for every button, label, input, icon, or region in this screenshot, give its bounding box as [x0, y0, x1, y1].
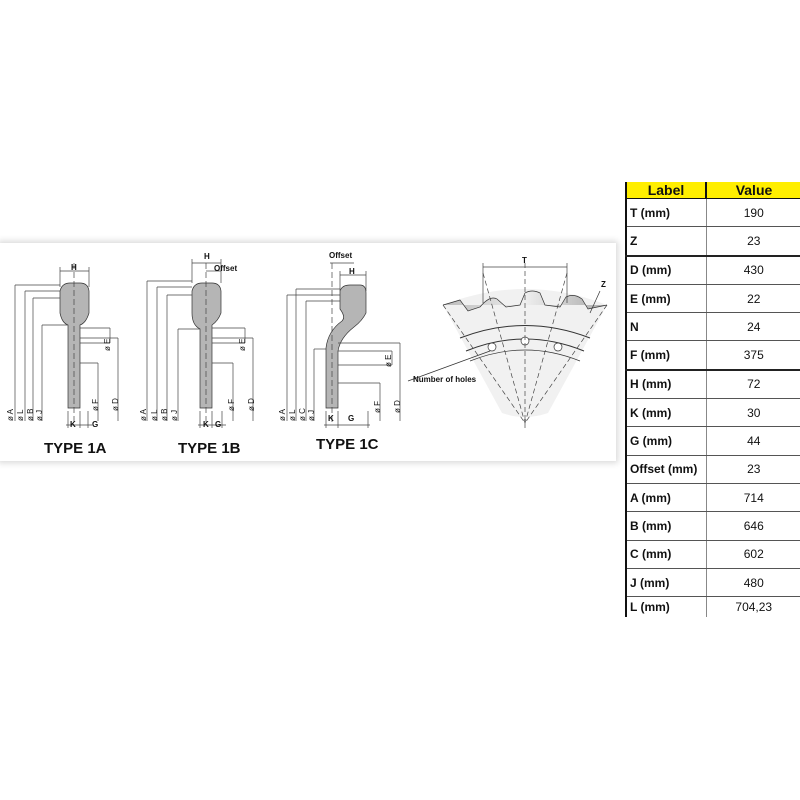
row-label: B (mm) — [626, 512, 706, 540]
row-value: 30 — [706, 399, 800, 427]
type-1b-title: TYPE 1B — [178, 440, 241, 457]
row-label: E (mm) — [626, 284, 706, 312]
dim-d-label: ø D — [393, 400, 402, 413]
row-value: 44 — [706, 427, 800, 455]
row-value: 23 — [706, 455, 800, 483]
dim-e-label: ø E — [103, 338, 112, 351]
dim-l-label: ø L — [150, 409, 159, 421]
row-label: J (mm) — [626, 568, 706, 596]
number-of-holes-label: Number of holes — [413, 375, 477, 384]
dim-h-label: H — [71, 263, 77, 272]
row-label: Offset (mm) — [626, 455, 706, 483]
table-row — [626, 427, 800, 455]
dim-f-label: ø F — [227, 399, 236, 411]
row-label: F (mm) — [626, 341, 706, 370]
table-row — [626, 483, 800, 511]
row-label: C (mm) — [626, 540, 706, 568]
row-value: 430 — [706, 256, 800, 285]
dim-d-label: ø D — [111, 398, 120, 411]
dim-a-label: ø A — [6, 408, 15, 421]
sprocket-segment — [408, 263, 607, 428]
row-value: 23 — [706, 227, 800, 256]
dim-l-label: ø L — [288, 409, 297, 421]
header-value: Value — [706, 182, 800, 199]
row-value: 714 — [706, 483, 800, 511]
drawing-panel — [0, 243, 616, 461]
table-row — [626, 568, 800, 596]
table-row — [626, 284, 800, 312]
dim-offset-label: Offset — [329, 251, 353, 260]
row-value: 480 — [706, 568, 800, 596]
row-label: G (mm) — [626, 427, 706, 455]
table-row — [626, 256, 800, 285]
type-1c-title: TYPE 1C — [316, 436, 379, 453]
dim-j-label: ø J — [35, 409, 44, 421]
row-value: 190 — [706, 199, 800, 227]
table-row — [626, 399, 800, 427]
table-row — [626, 227, 800, 256]
dim-k-label: K — [203, 420, 209, 429]
dim-f-label: ø F — [373, 401, 382, 413]
row-label: T (mm) — [626, 199, 706, 227]
row-label: H (mm) — [626, 370, 706, 399]
dim-t-label: T — [522, 256, 527, 265]
row-label: Z — [626, 227, 706, 256]
row-value: 646 — [706, 512, 800, 540]
row-value: 22 — [706, 284, 800, 312]
dim-z-label: Z — [601, 280, 606, 289]
dim-e-label: ø E — [238, 338, 247, 351]
table-header-row — [626, 182, 800, 199]
dim-l-label: ø L — [16, 409, 25, 421]
dim-e-label: ø E — [384, 354, 393, 367]
dim-f-label: ø F — [91, 399, 100, 411]
table-row — [626, 512, 800, 540]
row-label: A (mm) — [626, 483, 706, 511]
dim-offset-label: Offset — [214, 264, 238, 273]
dim-k-label: K — [70, 420, 76, 429]
dim-g-label: G — [215, 420, 222, 429]
dim-d-label: ø D — [247, 398, 256, 411]
spec-table — [625, 182, 800, 617]
row-label: D (mm) — [626, 256, 706, 285]
table-row — [626, 455, 800, 483]
row-value: 375 — [706, 341, 800, 370]
dim-b-label: ø B — [26, 408, 35, 421]
dim-g-label: G — [348, 414, 355, 423]
table-row — [626, 341, 800, 370]
table-row — [626, 597, 800, 618]
table-row — [626, 199, 800, 227]
row-label: N — [626, 313, 706, 341]
header-label: Label — [626, 182, 706, 199]
table-row — [626, 313, 800, 341]
type-1a-title: TYPE 1A — [44, 440, 107, 457]
dim-a-label: ø A — [139, 408, 148, 421]
table-row — [626, 540, 800, 568]
row-label: L (mm) — [626, 597, 706, 618]
dim-h-label: H — [204, 252, 210, 261]
row-value: 24 — [706, 313, 800, 341]
dim-g-label: G — [92, 420, 99, 429]
row-value: 72 — [706, 370, 800, 399]
row-value: 704,23 — [706, 597, 800, 618]
dim-j-label: ø J — [307, 409, 316, 421]
type-1c-section — [287, 263, 400, 428]
table-row — [626, 370, 800, 399]
dim-j-label: ø J — [170, 409, 179, 421]
dim-a-label: ø A — [278, 408, 287, 421]
dim-c-label: ø C — [298, 408, 307, 421]
dim-k-label: K — [328, 414, 334, 423]
row-label: K (mm) — [626, 399, 706, 427]
dim-h-label: H — [349, 267, 355, 276]
row-value: 602 — [706, 540, 800, 568]
dim-b-label: ø B — [160, 408, 169, 421]
